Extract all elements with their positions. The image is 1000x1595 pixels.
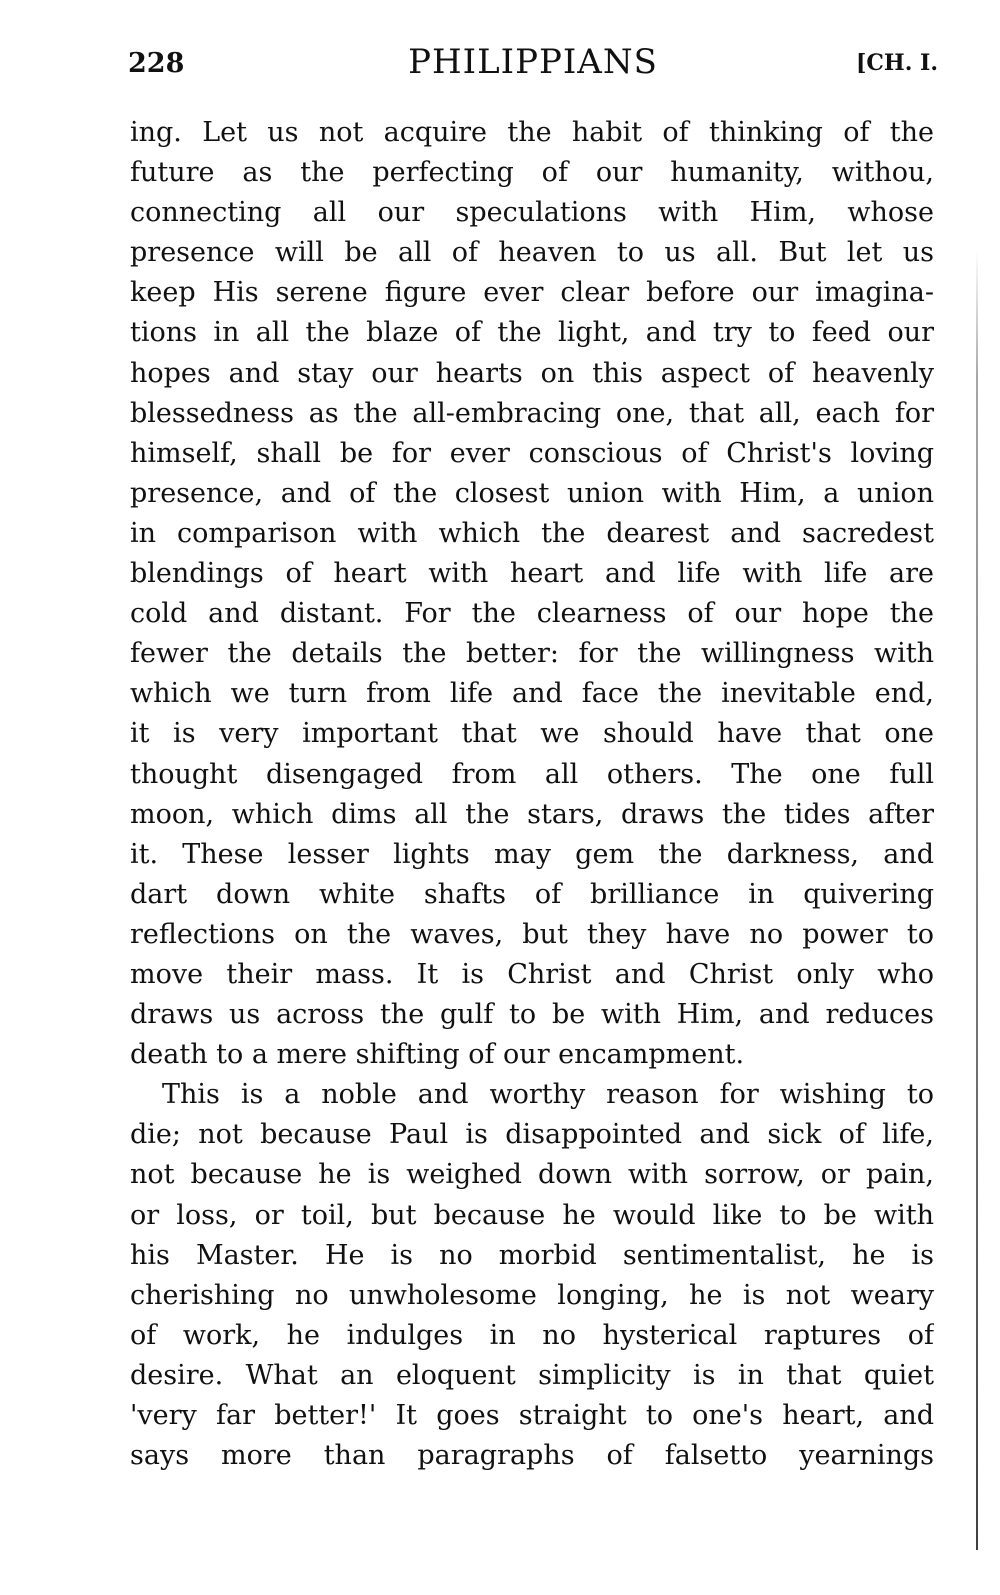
chapter-reference: [CH. I. (856, 50, 938, 76)
text-line: of work, he indulges in no hysterical raptures of (130, 1319, 934, 1351)
text-line: or loss, or toil, but because he would like to be with (130, 1199, 934, 1231)
text-line: ing. Let us not acquire the habit of thinking of the (130, 117, 934, 148)
text-line: fewer the details the better: for the willingness with (130, 638, 934, 670)
running-title: PHILIPPIANS (408, 42, 658, 82)
text-line: it is very important that we should have that one (130, 718, 934, 750)
text-line: thought disengaged from all others. The one full (130, 758, 934, 790)
text-line: tions in all the blaze of the light, and try to feed our (130, 317, 934, 349)
text-line: in comparison with which the dearest and sacredest (130, 517, 934, 549)
text-line: not because he is weighed down with sorrow, or pain, (130, 1159, 934, 1191)
paragraph-1 (130, 113, 934, 1075)
text-line: 'very far better!' It goes straight to one's heart, and (130, 1400, 934, 1431)
text-line: move their mass. It is Christ and Christ only who (130, 958, 934, 990)
text-line: draws us across the gulf to be with Him, and reduces (130, 999, 934, 1031)
text-line: blendings of heart with heart and life with life are (130, 558, 934, 590)
text-line: hopes and stay our hearts on this aspect of heavenly (130, 357, 934, 389)
page-number: 228 (128, 48, 185, 79)
text-line: dart down white shafts of brilliance in quivering (130, 878, 934, 910)
text-line: keep His serene figure ever clear before our imagina- (130, 277, 934, 309)
text-line: which we turn from life and face the inevitable end, (130, 678, 934, 710)
text-line: presence, and of the closest union with Him, a union (130, 477, 934, 509)
body-text (130, 113, 934, 1476)
text-line: moon, which dims all the stars, draws the tides after (130, 798, 934, 830)
paragraph-2 (130, 1075, 934, 1476)
text-line: cold and distant. For the clearness of our hope the (130, 598, 934, 630)
text-line: himself, shall be for ever conscious of Christ's loving (130, 437, 934, 469)
text-line: presence will be all of heaven to us all. But let us (130, 237, 934, 269)
running-head (128, 42, 938, 92)
text-line: blessedness as the all-embracing one, that all, each for (130, 397, 934, 429)
text-line: it. These lesser lights may gem the darkness, and (130, 838, 934, 870)
text-line: die; not because Paul is disappointed and sick of life, (130, 1119, 934, 1151)
text-line: says more than paragraphs of falsetto yearnings (130, 1440, 934, 1472)
text-line: reflections on the waves, but they have no power to (130, 918, 934, 950)
text-line: This is a noble and worthy reason for wishing to (162, 1079, 934, 1111)
page-edge-shadow (976, 250, 978, 1550)
text-line: cherishing no unwholesome longing, he is not weary (130, 1279, 934, 1311)
text-line: death to a mere shifting of our encampment. (130, 1039, 745, 1071)
text-line: his Master. He is no morbid sentimentalist, he is (130, 1239, 934, 1271)
text-line: desire. What an eloquent simplicity is in that quiet (130, 1359, 934, 1391)
text-line: connecting all our speculations with Him, whose (130, 197, 934, 229)
text-line: future as the perfecting of our humanity, withou, (130, 157, 934, 189)
